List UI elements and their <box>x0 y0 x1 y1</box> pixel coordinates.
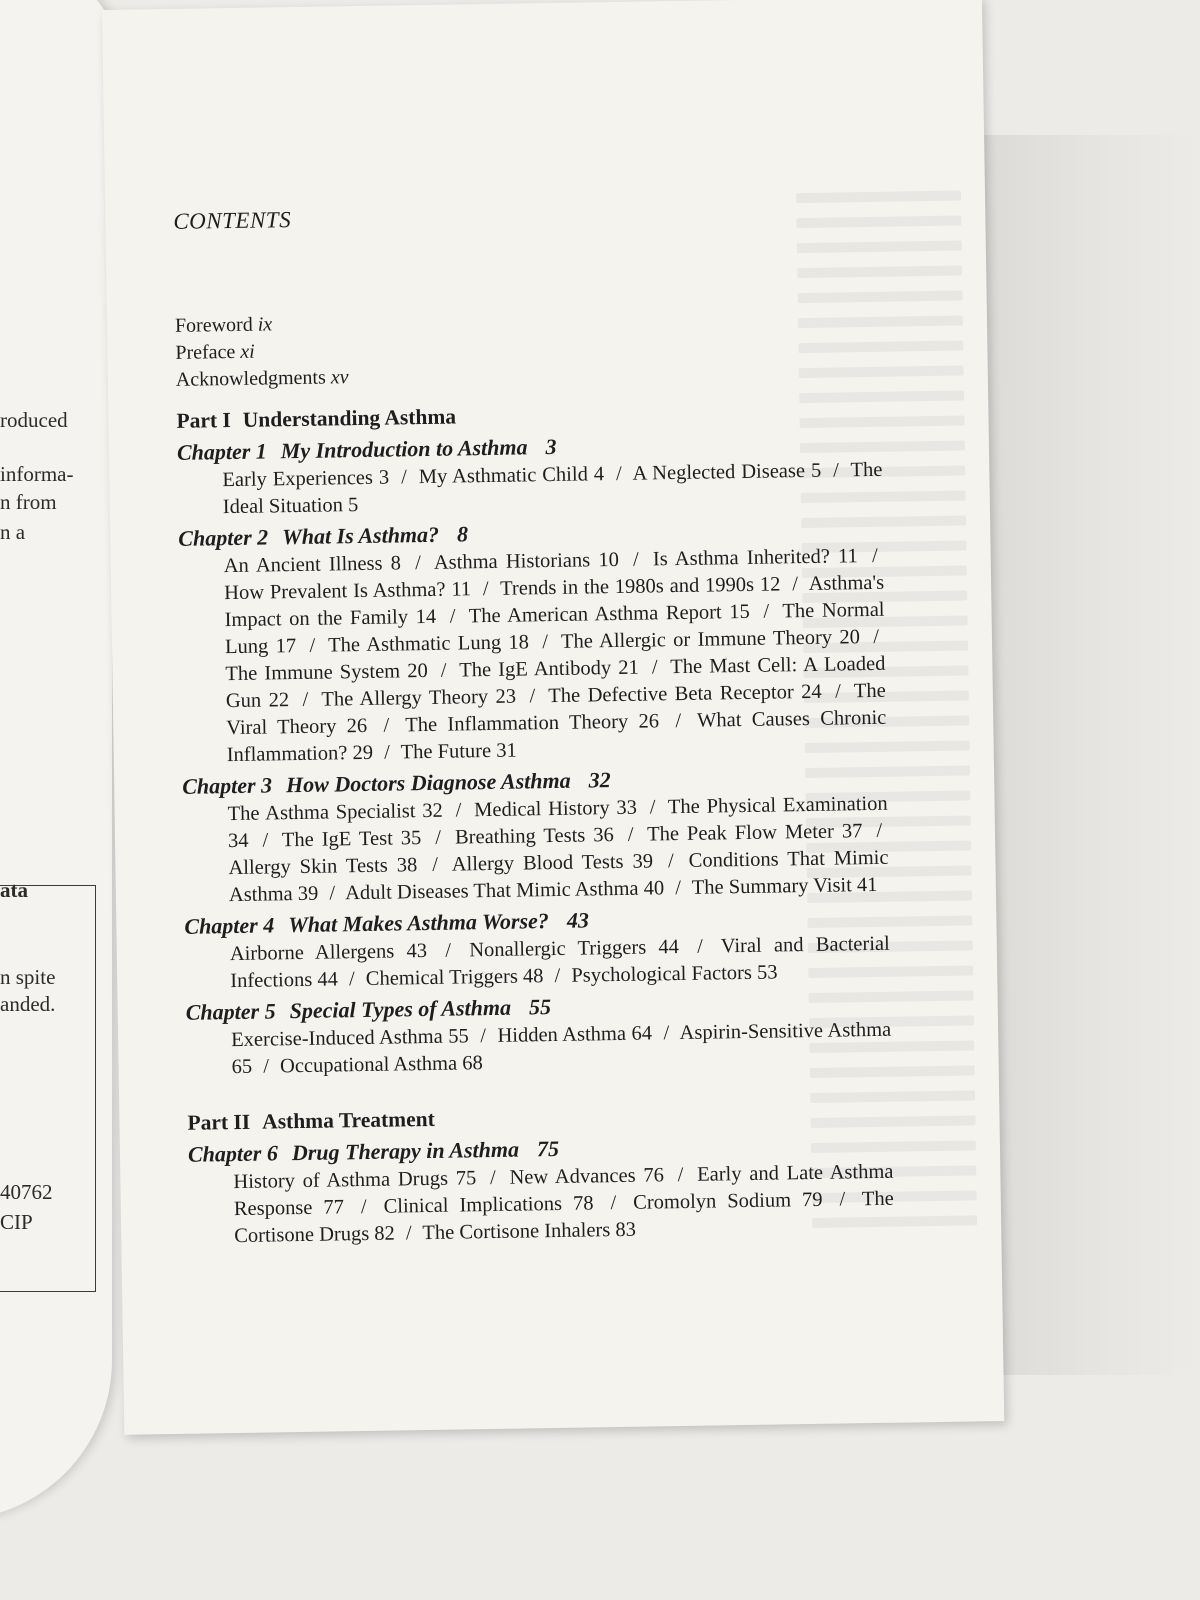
topic-entry <box>459 657 639 682</box>
topic-entry <box>383 1192 593 1217</box>
separator: / <box>263 1055 270 1078</box>
topic-title: Nonallergic Triggers <box>469 936 647 962</box>
separator: / <box>615 462 622 485</box>
part-title: Understanding Asthma <box>242 404 457 432</box>
left-fragment: ata <box>0 878 28 902</box>
separator: / <box>542 631 549 654</box>
chapter-page: 43 <box>566 907 590 933</box>
topic-title: The Peak Flow Meter <box>646 820 835 846</box>
topic-entry <box>633 1189 823 1214</box>
topic-entry <box>422 1219 636 1244</box>
page-title: CONTENTS <box>173 207 292 234</box>
entry-title: Foreword <box>174 313 253 337</box>
topic-page: 12 <box>759 573 781 596</box>
topic-title: What Causes Chronic Inflammation? <box>226 706 887 767</box>
topic-page: 18 <box>508 631 530 654</box>
separator: / <box>435 826 442 849</box>
topic-page: 65 <box>231 1055 253 1079</box>
topic-entry <box>222 467 389 492</box>
separator: / <box>667 850 674 873</box>
separator: / <box>360 1195 367 1219</box>
separator: / <box>449 605 456 628</box>
topic-page: 82 <box>374 1222 396 1245</box>
topic-page: 26 <box>346 714 368 738</box>
topic-page: 41 <box>856 873 878 897</box>
topic-title: Early Experiences <box>222 466 374 492</box>
topic-entry <box>632 460 821 485</box>
chapter-number: Chapter 3 <box>182 772 273 799</box>
separator: / <box>455 799 462 822</box>
front-matter <box>175 301 936 394</box>
separator: / <box>383 741 391 764</box>
chapter-page: 8 <box>456 521 469 547</box>
chapter-title: Special Types of Asthma <box>289 994 512 1024</box>
topic-title: Early and Late Asthma Response <box>233 1160 894 1221</box>
topic-entry <box>321 686 516 711</box>
chapter-entry <box>182 760 944 910</box>
topic-page: 29 <box>352 741 374 765</box>
left-fragment: n spite <box>0 965 56 989</box>
topic-page: 35 <box>400 827 422 850</box>
topic-title: Aspirin-Sensitive Asthma <box>679 1018 892 1045</box>
topic-entry <box>500 573 781 599</box>
left-fragment: roduced <box>0 408 68 432</box>
topic-page: 39 <box>632 850 654 873</box>
separator: / <box>482 577 489 601</box>
separator: / <box>833 459 840 482</box>
topic-page: 23 <box>495 685 517 708</box>
separator: / <box>675 709 682 733</box>
topic-title: Chemical Triggers <box>365 965 519 990</box>
topic-title: Conditions That Mimic Asthma <box>228 846 889 907</box>
entry-page: xi <box>240 340 255 363</box>
topic-title: Adult Diseases That Mimic Asthma <box>344 877 639 905</box>
left-fragment: n a <box>0 520 26 544</box>
topic-entry <box>469 601 750 627</box>
separator: / <box>414 552 422 575</box>
topic-title: My Asthmatic Child <box>418 463 589 489</box>
topic-title: Hidden Asthma <box>497 1022 627 1047</box>
separator: / <box>651 656 658 679</box>
topic-title: Asthma Historians <box>433 549 591 574</box>
chapter-title: How Doctors Diagnose Asthma <box>285 767 571 798</box>
separator: / <box>610 1192 617 1215</box>
chapter-number: Chapter 5 <box>185 998 276 1025</box>
separator: / <box>697 935 704 958</box>
topic-entry <box>509 1164 664 1188</box>
topic-page: 4 <box>593 463 605 486</box>
chapter-number: Chapter 6 <box>187 1140 279 1167</box>
topic-entry <box>647 820 863 845</box>
topic-entry <box>497 1022 652 1046</box>
topic-entry <box>474 797 637 822</box>
topic-title: Cromolyn Sodium <box>633 1189 792 1214</box>
topic-page: 5 <box>810 459 822 482</box>
topic-title: The Viral Theory <box>226 679 886 740</box>
topic-page: 83 <box>615 1218 637 1242</box>
chapter-title: What Makes Asthma Worse? <box>288 908 550 938</box>
topic-page: 21 <box>618 656 639 679</box>
topic-title: Allergy Skin Tests <box>228 854 388 880</box>
chapter-entry <box>178 512 942 770</box>
topic-page: 37 <box>841 820 863 843</box>
topic-page: 24 <box>801 680 822 704</box>
topic-entry <box>405 710 659 736</box>
separator: / <box>632 548 639 571</box>
topic-entry <box>230 940 428 965</box>
topic-page: 11 <box>451 578 472 601</box>
topic-title: The IgE Antibody <box>459 657 612 682</box>
topic-title: Clinical Implications <box>383 1192 563 1218</box>
topic-page: 26 <box>638 710 660 733</box>
topic-title: Occupational Asthma <box>279 1052 458 1078</box>
part-title: Asthma Treatment <box>261 1106 435 1134</box>
topic-page: 5 <box>347 494 359 517</box>
topic-title: The Immune System <box>225 660 401 686</box>
chapter-number: Chapter 1 <box>176 438 268 465</box>
topic-entry <box>561 626 860 653</box>
topic-page: 32 <box>422 799 443 823</box>
chapter-number: Chapter 2 <box>178 524 269 551</box>
topic-page: 55 <box>448 1025 469 1048</box>
separator: / <box>440 659 447 682</box>
entry-page: ix <box>257 313 273 336</box>
topic-title: The Physical Examination <box>667 792 888 819</box>
part-number: Part I <box>176 408 231 433</box>
topic-page: 76 <box>643 1164 665 1187</box>
separator: / <box>876 819 883 842</box>
topic-title: Medical History <box>473 797 610 822</box>
topic-title: New Advances <box>509 1164 636 1189</box>
separator: / <box>348 968 355 991</box>
separator: / <box>675 877 682 900</box>
entry-title: Acknowledgments <box>175 366 326 391</box>
chapter-entry <box>188 1128 950 1251</box>
topic-entry <box>548 681 822 707</box>
left-fragment: n from <box>0 490 57 514</box>
chapter-page: 32 <box>588 767 611 793</box>
chapter-number: Chapter 4 <box>184 912 275 939</box>
chapter-page: 55 <box>528 994 552 1020</box>
topic-title: Trends in the 1980s and 1990s <box>499 573 755 600</box>
separator: / <box>677 1164 684 1187</box>
chapter-topics <box>185 931 891 996</box>
chapter-topics <box>188 1159 894 1251</box>
separator: / <box>432 853 439 876</box>
contents-body <box>173 197 949 1251</box>
topic-title: The Ideal Situation <box>222 458 883 519</box>
part-number: Part II <box>187 1109 251 1135</box>
topic-title: The Cortisone Inhalers <box>422 1219 611 1245</box>
topic-page: 34 <box>227 829 249 853</box>
topic-title: A Neglected Disease <box>632 460 806 485</box>
topic-page: 14 <box>415 605 437 629</box>
topic-title: Is Asthma Inherited? <box>652 545 831 571</box>
separator: / <box>839 1188 846 1211</box>
topic-title: The American Asthma Report <box>468 601 722 628</box>
chapter-entry <box>186 986 947 1082</box>
topic-title: Allergy Blood Tests <box>451 850 624 876</box>
topic-entry <box>231 1025 469 1051</box>
separator: / <box>445 939 452 962</box>
separator: / <box>554 964 561 988</box>
topic-entry <box>434 549 619 574</box>
topic-entry <box>455 824 614 848</box>
topic-page: 31 <box>496 739 517 762</box>
topic-title: The Cortisone Drugs <box>234 1187 894 1248</box>
topic-page: 40 <box>643 877 665 900</box>
topic-title: The Mast Cell: A Loaded Gun <box>225 652 886 713</box>
chapter-title: Drug Therapy in Asthma <box>291 1136 520 1166</box>
topic-title: The Summary Visit <box>691 874 853 899</box>
topic-title: The Inflammation Theory <box>405 710 629 737</box>
separator: / <box>763 600 770 623</box>
topic-title: The IgE Test <box>281 827 393 852</box>
topic-page: 8 <box>390 552 402 575</box>
topic-page: 48 <box>522 965 544 988</box>
topic-title: The Normal Lung <box>224 598 885 659</box>
topic-title: History of Asthma Drugs <box>233 1167 449 1194</box>
chapter-topics <box>179 543 887 770</box>
separator: / <box>405 1222 412 1245</box>
separator: / <box>262 829 269 852</box>
separator: / <box>663 1022 670 1045</box>
topic-entry <box>653 545 858 570</box>
topic-entry <box>224 552 402 577</box>
separator: / <box>302 688 309 711</box>
topic-page: 15 <box>729 600 750 624</box>
separator: / <box>792 573 799 596</box>
topic-page: 36 <box>593 824 614 847</box>
topic-title: Airborne Allergens <box>229 940 395 966</box>
topic-entry <box>419 463 605 488</box>
topic-entry <box>227 800 443 825</box>
topic-title: The Asthma Specialist <box>227 800 416 826</box>
separator: / <box>489 1166 496 1190</box>
topic-page: 20 <box>839 626 861 649</box>
topic-title: Exercise-Induced Asthma <box>231 1025 443 1052</box>
left-fragment: 40762 <box>0 1180 53 1204</box>
topic-entry <box>469 936 679 961</box>
topic-page: 17 <box>275 635 297 658</box>
separator: / <box>383 714 390 737</box>
topic-title: Breathing Tests <box>454 824 586 849</box>
topic-title: How Prevalent Is Asthma? <box>224 578 446 605</box>
chapter-page: 3 <box>545 433 557 460</box>
topic-entry <box>280 1052 483 1077</box>
left-fragment: anded. <box>0 992 56 1016</box>
separator: / <box>873 625 880 648</box>
topic-page: 68 <box>462 1052 483 1075</box>
topic-page: 78 <box>572 1192 594 1215</box>
toc-parts <box>176 394 949 1251</box>
topic-page: 44 <box>317 968 339 991</box>
left-fragment: CIP <box>0 1210 33 1234</box>
topic-entry <box>282 827 422 851</box>
chapter-title: My Introduction to Asthma <box>280 434 528 464</box>
topic-entry <box>366 965 544 990</box>
topic-title: Asthma's Impact on the Family <box>224 571 885 632</box>
chapter-topics <box>177 457 883 522</box>
chapter-page: 75 <box>536 1135 560 1162</box>
topic-entry <box>233 1167 476 1193</box>
topic-entry <box>228 854 417 879</box>
topic-page: 44 <box>658 936 680 959</box>
topic-entry <box>224 578 471 604</box>
separator: / <box>400 466 407 489</box>
topic-page: 11 <box>837 545 858 568</box>
topic-page: 53 <box>756 961 778 984</box>
chapter-entry <box>184 900 945 996</box>
chapter-topics <box>186 1017 892 1082</box>
topic-title: The Allergy Theory <box>321 686 489 711</box>
topic-page: 64 <box>631 1022 653 1045</box>
contents-page <box>102 0 1004 1435</box>
separator: / <box>529 685 536 708</box>
chapter-topics <box>182 791 889 910</box>
separator: / <box>627 823 634 846</box>
separator: / <box>834 680 841 703</box>
topic-title: The Defective Beta Receptor <box>548 681 794 708</box>
separator: / <box>329 882 336 905</box>
topic-title: Psychological Factors <box>571 961 753 987</box>
entry-title: Preface <box>175 340 236 364</box>
topic-entry <box>400 740 516 764</box>
topic-title: The Asthmatic Lung <box>327 631 502 657</box>
topic-entry <box>571 962 777 987</box>
left-page <box>0 0 112 1520</box>
topic-entry <box>692 874 878 899</box>
chapter-title: What Is Asthma? <box>281 521 440 550</box>
topic-title: The Future <box>400 739 492 764</box>
topic-title: Viral and Bacterial Infections <box>230 932 890 993</box>
topic-page: 33 <box>616 796 638 820</box>
entry-page: xv <box>330 366 349 389</box>
topic-page: 20 <box>407 659 428 683</box>
topic-page: 77 <box>323 1196 345 1219</box>
topic-page: 39 <box>297 882 319 906</box>
topic-page: 43 <box>406 940 428 963</box>
topic-entry <box>345 877 664 904</box>
topic-entry <box>328 631 529 656</box>
topic-page: 10 <box>598 548 620 572</box>
topic-page: 75 <box>455 1167 477 1190</box>
topic-page: 22 <box>268 689 290 712</box>
topic-entry <box>452 850 654 875</box>
topic-title: An Ancient Illness <box>223 552 383 578</box>
left-fragment: informa- <box>0 462 74 486</box>
topic-entry <box>225 660 428 685</box>
separator: / <box>309 634 316 657</box>
topic-page: 3 <box>378 466 390 489</box>
chapter-entry <box>177 426 938 522</box>
topic-page: 79 <box>801 1188 823 1212</box>
separator: / <box>649 796 656 819</box>
topic-page: 38 <box>396 854 418 877</box>
separator: / <box>871 544 878 567</box>
topic-title: The Allergic or Immune Theory <box>560 626 833 653</box>
separator: / <box>480 1025 487 1048</box>
